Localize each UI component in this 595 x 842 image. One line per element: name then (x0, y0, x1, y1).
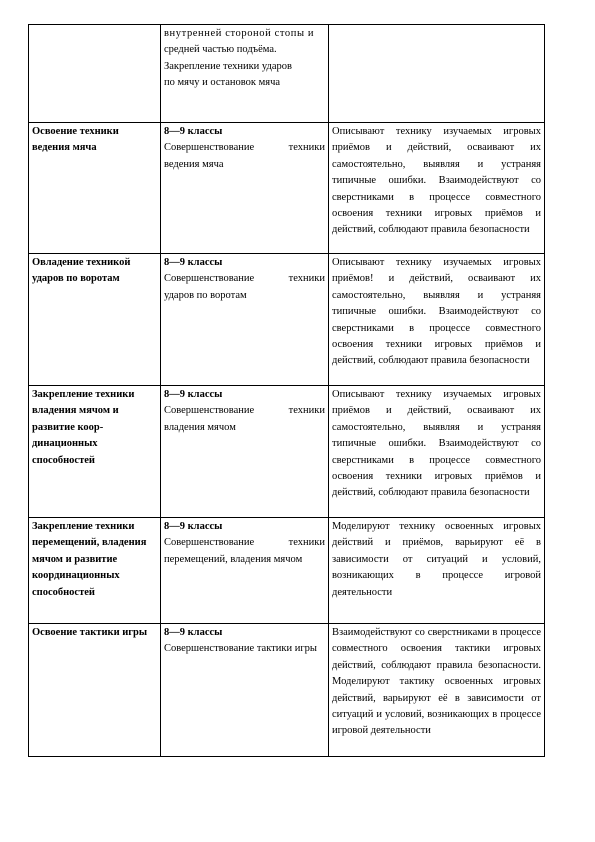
content-cell (161, 386, 329, 518)
table-row (29, 25, 545, 123)
table-row (29, 518, 545, 624)
topic-text: Освоение тактики игры (32, 627, 148, 638)
table-row (29, 386, 545, 518)
topic-cell (29, 624, 161, 757)
table-row (29, 254, 545, 386)
grade-label: 8—9 классы (164, 521, 223, 532)
topic-cell (29, 518, 161, 624)
topic-text: Овладение техникой ударов по воротам (32, 257, 131, 285)
grade-label: 8—9 классы (164, 627, 223, 638)
activity-cell (329, 254, 545, 386)
content-line: средней частью подъёма. (164, 44, 277, 56)
content-cell (161, 123, 329, 254)
activity-text: Взаимодействуют со сверстниками в процессе совместного освоения тактики игровых действий, соблюдают правила безопасности. Моделируют тактику освоенных игровых действий, варьируют её в зависимости от ситуаций и условий, возникающих в процессе игровой деятельности (332, 627, 541, 737)
activity-cell (329, 518, 545, 624)
content-line: по мячу и остановок мяча (164, 77, 281, 89)
grade-label: 8—9 классы (164, 257, 223, 268)
topic-text: Освоение техники ведения мяча (32, 126, 119, 154)
activity-text: Описывают технику изучаемых игровых приёмов! и действий, осваивают их самостоятельно, выявляя и устраняя типичные ошибки. Взаимодействуют со сверстниками в процессе совместного освоения техники игровых приёмов и действий, соблюдают правила безопасности (332, 257, 541, 367)
topic-text: Закрепление техники владения мячом и развитие коор-динационных способностей (32, 389, 135, 466)
curriculum-table (28, 24, 545, 757)
content-cell (161, 25, 329, 123)
activity-cell (329, 25, 545, 123)
table-row (29, 123, 545, 254)
topic-text: Закрепление техники перемещений, владения мячом и развитие координационных способностей (32, 521, 147, 598)
activity-cell (329, 386, 545, 518)
grade-label: 8—9 классы (164, 389, 223, 400)
activity-cell (329, 624, 545, 757)
content-cell (161, 254, 329, 386)
topic-cell (29, 25, 161, 123)
activity-text: Моделируют технику освоенных игровых действий и приёмов, варьируют её в зависимости от ситуаций и условий, возникающих в процессе игровой деятельности (332, 521, 541, 598)
topic-cell (29, 254, 161, 386)
content-cell (161, 624, 329, 757)
content-line: внутренней стороной стопы и (164, 28, 315, 39)
table-row (29, 624, 545, 757)
content-line: Закрепление техники ударов (164, 60, 292, 72)
content-text: Совершенствование техники владения мячом (164, 405, 325, 433)
activity-cell (329, 123, 545, 254)
activity-text: Описывают технику изучаемых игровых приёмов и действий, осваивают их самостоятельно, выявляя и устраняя типичные ошибки. Взаимодействуют со сверстниками в процессе совместного освоения техники игровых приёмов и действий, соблюдают правила безопасности (332, 126, 541, 236)
content-cell (161, 518, 329, 624)
content-text: Совершенствование техники ударов по воротам (164, 273, 325, 301)
content-text: Совершенствование тактики игры (164, 643, 317, 655)
topic-cell (29, 123, 161, 254)
content-text: Совершенствование техники ведения мяча (164, 142, 325, 170)
topic-cell (29, 386, 161, 518)
activity-text: Описывают технику изучаемых игровых приёмов и действий, осваивают их самостоятельно, выявляя и устраняя типичные ошибки. Взаимодействуют со сверстниками в процессе совместного освоения техники игровых приёмов и действий, соблюдают правила безопасности (332, 389, 541, 499)
content-text: Совершенствование техники перемещений, владения мячом (164, 537, 325, 565)
grade-label: 8—9 классы (164, 126, 223, 137)
